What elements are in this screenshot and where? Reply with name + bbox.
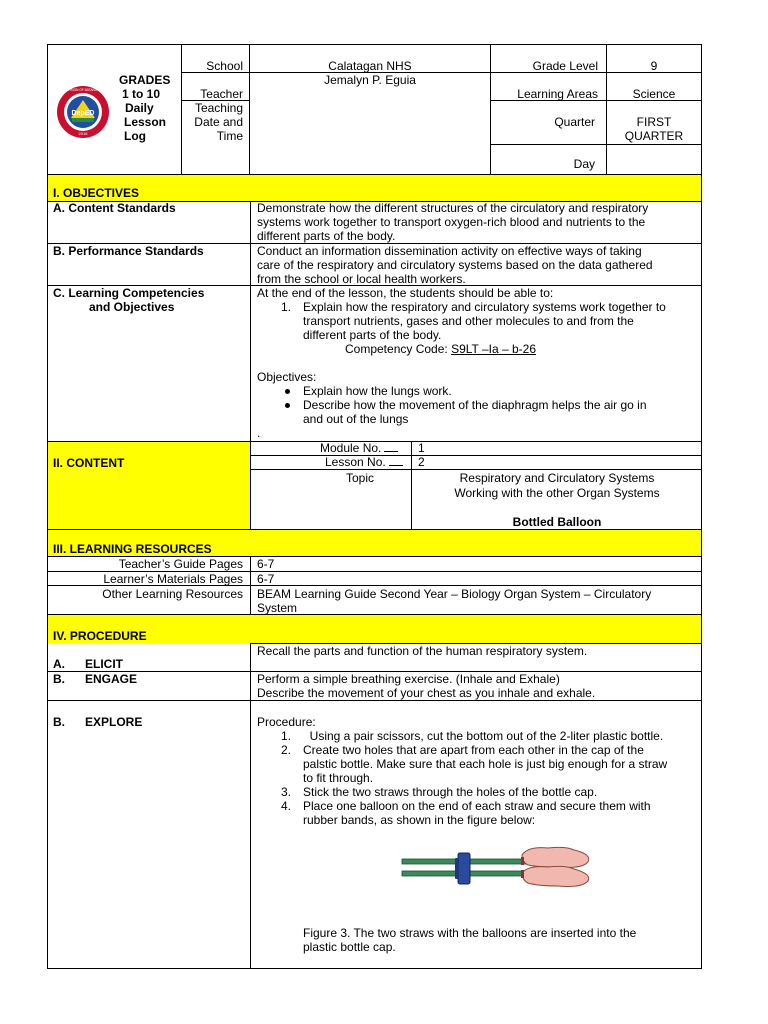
objective-bullet-1: Explain how the lungs work. [303, 384, 452, 398]
explore-intro: Procedure: [257, 715, 316, 729]
content-heading: II. CONTENT [53, 456, 125, 470]
learning-areas-value: Science [632, 87, 676, 101]
resources-heading: III. LEARNING RESOURCES [53, 542, 212, 556]
figure-caption: Figure 3. The two straws with the balloons are inserted into the plastic bottle cap. [303, 926, 637, 954]
balloon-bottom [522, 866, 589, 886]
teacher-value: Jemalyn P. Eguia [324, 73, 416, 87]
elicit-label: A. ELICIT [53, 657, 124, 671]
objective-bullet-2: Describe how the movement of the diaphragm helps the air go in and out of the lungs [303, 398, 647, 426]
learning-areas-label: Learning Areas [517, 87, 598, 101]
procedure-heading: IV. PROCEDURE [53, 629, 147, 643]
teaching-date-label: Teaching Date and Time [194, 101, 243, 143]
step-3-text: Stick the two straws through the holes of the bottle cap. [303, 785, 598, 799]
content-band [48, 441, 250, 529]
engage-text: Perform a simple breathing exercise. (Inhale and Exhale) Describe the movement of your chest as you inhale and exhale. [257, 672, 596, 700]
objectives-sub-label: Objectives: [257, 370, 317, 384]
bullet-icon [285, 389, 290, 394]
quarter-value: FIRST QUARTER [624, 115, 684, 143]
day-label: Day [573, 157, 595, 171]
school-label: School [206, 59, 243, 73]
deped-logo [55, 66, 111, 159]
grade-level-label: Grade Level [532, 59, 598, 73]
topic-value: Respiratory and Circulatory Systems Working with the other Organ Systems [454, 471, 660, 500]
teachers-guide-value: 6-7 [257, 557, 275, 571]
competency-code: Competency Code: S9LT –Ia – b-26 [345, 342, 537, 356]
grade-level-value: 9 [650, 59, 658, 73]
content-standards-text: Demonstrate how the different structures of the circulatory and respiratory systems work together to transport oxygen-rich blood and nutrients to the different parts of the body. [257, 201, 649, 243]
objectives-band [48, 174, 701, 201]
other-resources-label: Other Learning Resources [102, 587, 243, 601]
bullet-icon [285, 403, 290, 408]
step-1-text: Using a pair scissors, cut the bottom out of the 2-liter plastic bottle. [303, 729, 664, 743]
engage-label: B. ENGAGE [53, 672, 138, 686]
objectives-heading: I. OBJECTIVES [53, 186, 140, 200]
competencies-intro: At the end of the lesson, the students should be able to: [257, 286, 554, 300]
logo-year-text: 2016 [78, 131, 88, 136]
balloon-top [522, 847, 589, 867]
lesson-label: Lesson No. [325, 455, 403, 469]
content-standards-label: A. Content Standards [53, 201, 176, 215]
grades-title: GRADES 1 to 10 Daily Lesson Log [119, 73, 171, 143]
explore-label: B. EXPLORE [53, 715, 143, 729]
performance-standards-text: Conduct an information dissemination activity on effective ways of taking care of the respiratory and circulatory systems based on the data gathered from the school or local health workers. [257, 244, 653, 286]
competency-code-value: S9LT –Ia – b-26 [451, 342, 537, 356]
step-1-number: 1. [281, 729, 292, 743]
module-value: 1 [418, 441, 425, 455]
step-2-number: 2. [281, 743, 292, 757]
other-resources-value: BEAM Learning Guide Second Year – Biology Organ System – Circulatory System [257, 587, 652, 615]
step-4-number: 4. [281, 799, 292, 813]
teacher-label: Teacher [200, 87, 243, 101]
elicit-text: Recall the parts and function of the human respiratory system. [257, 644, 588, 658]
objectives-trailing-dot: . [257, 426, 261, 440]
step-2-text: Create two holes that are apart from each other in the cap of the palstic bottle. Make sure that each hole is just big enough for a straw to fit through. [303, 743, 668, 785]
teachers-guide-label: Teacher’s Guide Pages [118, 557, 243, 571]
step-4-text: Place one balloon on the end of each straw and secure them with rubber bands, as shown in the figure below: [303, 799, 651, 827]
learners-materials-label: Learner’s Materials Pages [103, 572, 243, 586]
module-label: Module No. [320, 441, 398, 455]
topic-label: Topic [346, 471, 375, 485]
competency-item-number: 1. [281, 300, 292, 314]
lesson-value: 2 [418, 455, 425, 469]
learners-materials-value: 6-7 [257, 572, 275, 586]
bottle-cap [458, 853, 470, 884]
logo-ring-text: DIVISION OF BATANGAS [64, 88, 102, 92]
bottled-balloon-figure [398, 836, 594, 892]
activity-title: Bottled Balloon [512, 515, 602, 529]
performance-standards-label: B. Performance Standards [53, 244, 204, 258]
competencies-label: C. Learning Competencies and Objectives [53, 286, 205, 314]
school-value: Calatagan NHS [328, 59, 412, 73]
quarter-label: Quarter [554, 115, 595, 129]
step-3-number: 3. [281, 785, 292, 799]
competency-item-text: Explain how the respiratory and circulatory systems work together to transport nutrients, gases and other molecules to and from the different parts of the body. [303, 300, 666, 342]
logo-center-text: DepED [71, 110, 95, 117]
